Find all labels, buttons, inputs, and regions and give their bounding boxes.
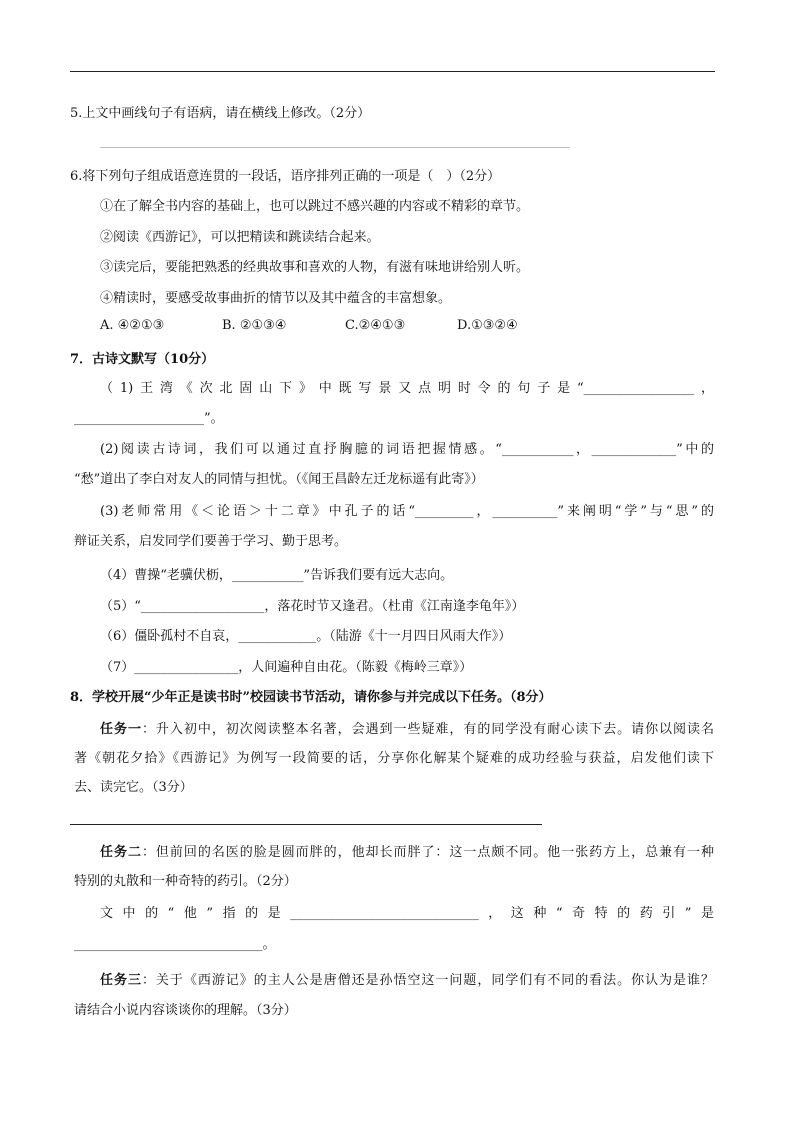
q6-option-a[interactable]: A. ④②①③ bbox=[100, 318, 165, 333]
q5-answer-line[interactable] bbox=[100, 147, 570, 148]
q8-task-1-line-1 bbox=[74, 715, 714, 744]
q8-task-1 bbox=[74, 715, 714, 802]
q8-task-2-line-2: 特别的丸散和一种奇特的药引。（2分） bbox=[74, 874, 297, 889]
q7-item-7: （7）________________，人间遍种自由花。（陈毅《梅岭三章》） bbox=[100, 660, 473, 675]
q6-sentence-4: ④精读时，要感受故事曲折的情节以及其中蕴含的丰富想象。 bbox=[100, 291, 452, 306]
q6-sentence-2: ②阅读《西游记》，可以把精读和跳读结合起来。 bbox=[100, 230, 380, 245]
q8-title: 8．学校开展“少年正是读书时”校园读书节活动，请你参与并完成以下任务。（8分） bbox=[70, 690, 552, 705]
q7-item-3-line-2: 辩证关系，启发同学们要善于学习、勤于思考。 bbox=[74, 534, 348, 549]
q8-task-2-label: 任务二 bbox=[100, 845, 142, 860]
q8-task-1-line-2: 著《朝花夕拾》《西游记》为例写一段简要的话，分享你化解某个疑难的成功经验与获益，启发他们读下 bbox=[74, 751, 714, 766]
q7-item-5: （5）“___________________，落花时节又逢君。（杜甫《江南逢李龟年》） bbox=[100, 599, 525, 614]
q7-item-2-line-1: (2)阅读古诗词，我们可以通过直抒胸臆的词语把握情感。“___________，_____________”中的 bbox=[100, 442, 714, 457]
q6-option-b[interactable]: B. ②①③④ bbox=[222, 318, 287, 333]
q8-task-1-line-3: 去、读完它。（3分） bbox=[74, 780, 193, 795]
q7-item-4: （4）曹操“老骥伏枥，___________”告诉我们要有远大志向。 bbox=[100, 568, 454, 583]
q8-task-1-label: 任务一 bbox=[100, 722, 142, 737]
q8-task-1-answer-line[interactable] bbox=[70, 824, 542, 825]
q8-task-3-text-1: ：关于《西游记》的主人公是唐僧还是孙悟空这一问题，同学们有不同的看法。你认为是谁？ bbox=[141, 973, 714, 988]
q8-task-2-line-3: 文中的“他”指的是_____________________________，这种“奇特的药引”是 bbox=[100, 906, 714, 921]
header-rule bbox=[70, 71, 715, 72]
q5-prompt: 5.上文中画线句子有语病，请在横线上修改。（2分） bbox=[70, 106, 371, 121]
q8-task-3 bbox=[74, 966, 714, 1026]
q8-task-2-line-4: _____________________________。 bbox=[74, 937, 276, 952]
q6-option-c[interactable]: C.②④①③ bbox=[345, 318, 406, 333]
q8-task-3-line-2: 请结合小说内容谈谈你的理解。（3分） bbox=[74, 1003, 297, 1018]
q7-item-2 bbox=[74, 435, 714, 495]
q7-item-1 bbox=[74, 374, 714, 434]
q7-item-1-line-2: ____________________”。 bbox=[74, 411, 224, 426]
q6-sentence-1: ①在了解全书内容的基础上，也可以跳过不感兴趣的内容或不精彩的章节。 bbox=[100, 199, 530, 214]
q8-task-2 bbox=[74, 838, 714, 896]
q8-task-2-line-1 bbox=[74, 838, 714, 867]
q8-task-3-label: 任务三 bbox=[100, 973, 142, 988]
q7-title: 7．古诗文默写（10分） bbox=[70, 352, 215, 367]
q7-item-2-line-2: “愁”道出了李白对友人的同情与担忧。（《闻王昌龄左迁龙标遥有此寄》） bbox=[74, 472, 484, 487]
q7-item-3 bbox=[74, 497, 714, 557]
q6-sentence-3: ③读完后，要能把熟悉的经典故事和喜欢的人物，有滋有味地讲给别人听。 bbox=[100, 260, 530, 275]
q8-task-2-text-1: ：但前回的名医的脸是圆而胖的，他却长而胖了：这一点颇不同。他一张药方上，总兼有一种 bbox=[141, 845, 714, 860]
q8-task-1-text-1: ：升入初中，初次阅读整本名著，会遇到一些疑难，有的同学没有耐心读下去。请你以阅读名 bbox=[141, 722, 714, 737]
q7-item-1-line-1: （1)王湾《次北固山下》中既写景又点明时令的句子是“_________________， bbox=[100, 381, 714, 396]
q6-option-d[interactable]: D.①③②④ bbox=[457, 318, 518, 333]
q6-prompt: 6.将下列句子组成语意连贯的一段话，语序排列正确的一项是（ ）（2分） bbox=[70, 169, 501, 184]
q7-item-6: （6）僵卧孤村不自哀，____________。（陆游《十一月四日风雨大作》） bbox=[100, 629, 512, 644]
q8-task-3-line-1 bbox=[74, 966, 714, 996]
q7-item-3-line-1: (3)老师常用《＜论语＞十二章》中孔子的话“_________，__________”来阐明“学”与“思”的 bbox=[100, 504, 714, 519]
